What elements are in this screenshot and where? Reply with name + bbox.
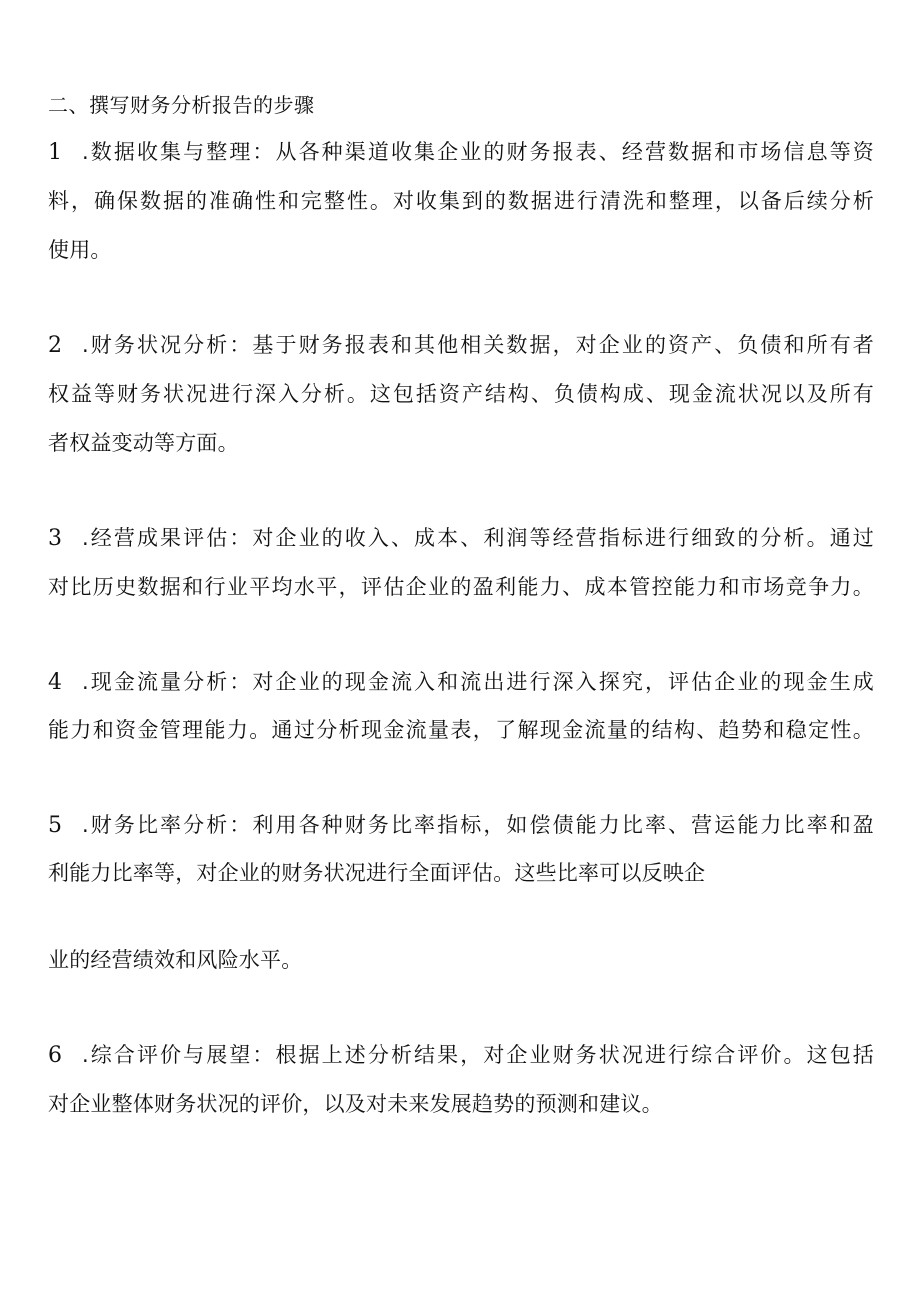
- step-5-line-1: 5 .财务比率分析：利用各种财务比率指标，如偿债能力比率、营运能力比率和盈: [48, 810, 874, 840]
- step-2-line-3: 者权益变动等方面。: [48, 431, 239, 455]
- section-heading: 二、撰写财务分析报告的步骤: [48, 93, 315, 117]
- step-1-line-3: 使用。: [48, 238, 112, 262]
- step-6-line-2: 对企业整体财务状况的评价，以及对未来发展趋势的预测和建议。: [48, 1092, 663, 1116]
- step-2-line-1: 2 .财务状况分析：基于财务报表和其他相关数据，对企业的资产、负债和所有者: [48, 330, 874, 360]
- step-2-number: 2: [48, 333, 63, 358]
- step-6-line-1: 6 .综合评价与展望：根据上述分析结果，对企业财务状况进行综合评价。这包括: [48, 1040, 874, 1070]
- step-5-number: 5: [48, 813, 63, 838]
- step-1-line-2: 料，确保数据的准确性和完整性。对收集到的数据进行清洗和整理，以备后续分析: [48, 189, 874, 213]
- step-5-line-3: 业的经营绩效和风险水平。: [48, 948, 303, 972]
- step-3-number: 3: [48, 526, 63, 551]
- step-1-line-1: 1 .数据收集与整理：从各种渠道收集企业的财务报表、经营数据和市场信息等资: [48, 137, 874, 167]
- step-2-line-2: 权益等财务状况进行深入分析。这包括资产结构、负债构成、现金流状况以及所有: [48, 382, 874, 406]
- step-4-line-1: 4 .现金流量分析：对企业的现金流入和流出进行深入探究，评估企业的现金生成: [48, 667, 874, 697]
- step-6-number: 6: [48, 1043, 63, 1068]
- step-5-line-2: 利能力比率等，对企业的财务状况进行全面评估。这些比率可以反映企: [48, 861, 706, 885]
- step-3-line-1: 3 .经营成果评估：对企业的收入、成本、利润等经营指标进行细致的分析。通过: [48, 523, 874, 553]
- step-4-number: 4: [48, 670, 63, 695]
- step-4-line-2: 能力和资金管理能力。通过分析现金流量表，了解现金流量的结构、趋势和稳定性。: [48, 718, 874, 742]
- step-3-line-2: 对比历史数据和行业平均水平，评估企业的盈利能力、成本管控能力和市场竞争力。: [48, 575, 874, 599]
- step-1-number: 1: [48, 140, 63, 165]
